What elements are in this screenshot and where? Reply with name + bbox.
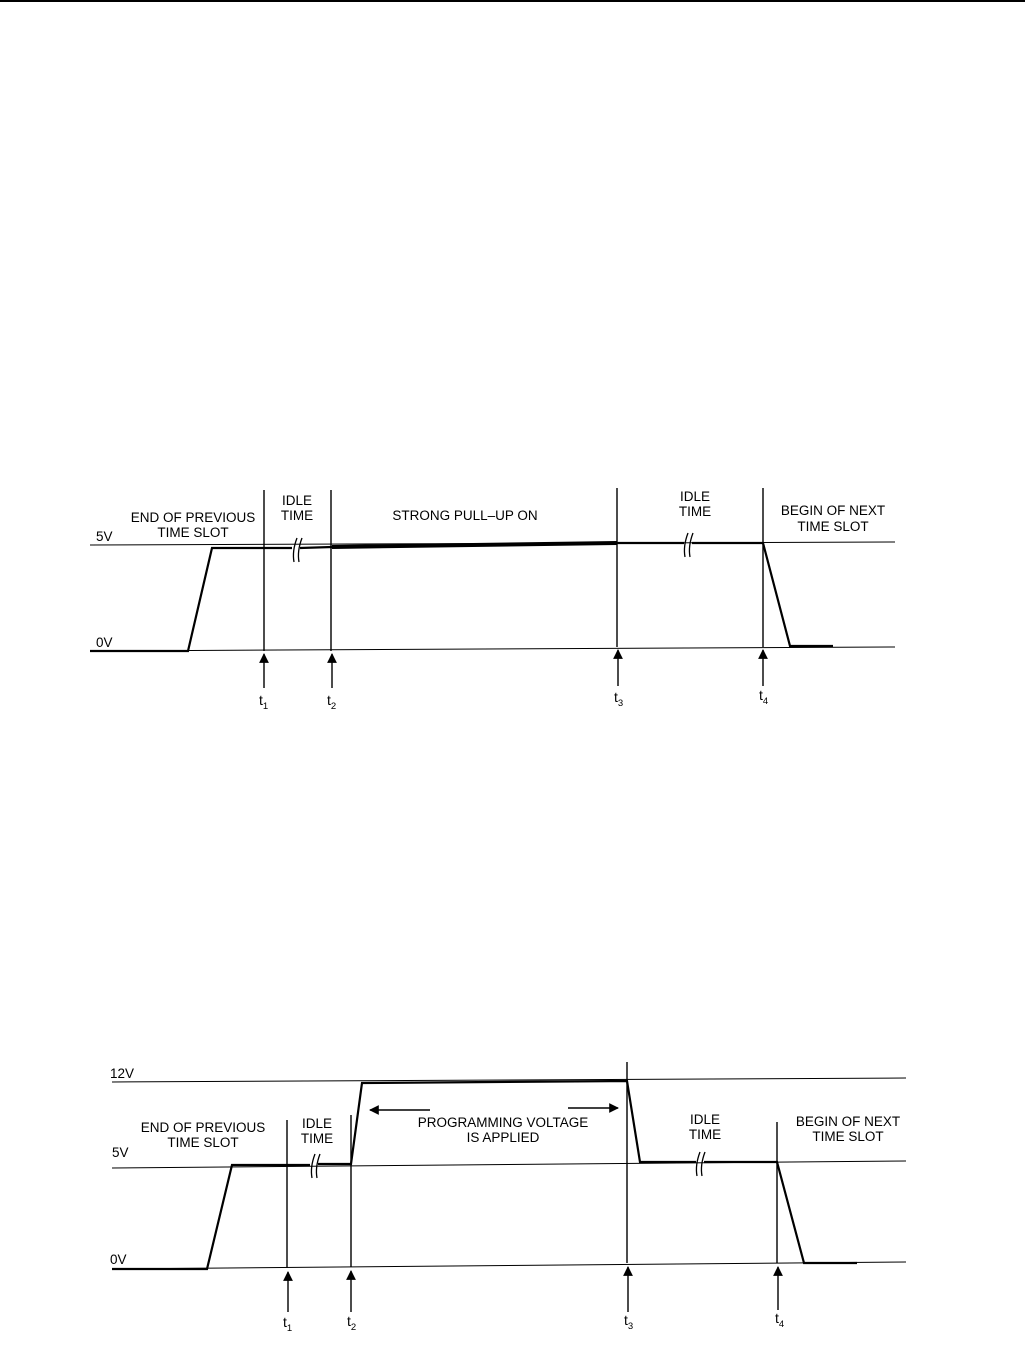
begin-next-label: TIME SLOT xyxy=(812,1129,884,1144)
idle-time-label: IDLE xyxy=(689,1112,721,1127)
end-previous-label: END OF PREVIOUS xyxy=(140,1120,266,1135)
idle-time-label: TIME xyxy=(688,1127,722,1142)
waveform-idle-segment xyxy=(300,547,332,548)
break-mark xyxy=(696,1152,705,1176)
time-label-t3: $t_3$ xyxy=(624,1312,634,1332)
idle-time-label: IDLE xyxy=(281,493,313,508)
level-label-0v: 0V xyxy=(110,1252,127,1267)
time-label-t1: $t_1$ xyxy=(259,692,269,712)
programming-voltage-label: IS APPLIED xyxy=(466,1130,540,1145)
begin-next-label: TIME SLOT xyxy=(797,519,869,534)
begin-next-label: BEGIN OF NEXT xyxy=(780,503,886,518)
end-previous-label: TIME SLOT xyxy=(157,525,229,540)
break-mark xyxy=(684,533,693,557)
level-line-0v xyxy=(90,647,895,651)
strong-pullup-label: STRONG PULL–UP ON xyxy=(392,508,538,523)
programming-voltage-label: PROGRAMMING VOLTAGE xyxy=(417,1115,589,1130)
idle-time-label: IDLE xyxy=(679,489,711,504)
level-line-0v xyxy=(112,1262,906,1269)
time-label-t2: $t_2$ xyxy=(327,692,337,712)
time-label-t3: $t_3$ xyxy=(614,689,624,709)
idle-time-label: TIME xyxy=(678,504,712,519)
level-label-0v: 0V xyxy=(96,635,113,650)
begin-next-label: BEGIN OF NEXT xyxy=(795,1114,901,1129)
end-previous-label: TIME SLOT xyxy=(167,1135,239,1150)
level-label-5v: 5V xyxy=(96,529,113,544)
waveform-to-next-slot xyxy=(704,1162,857,1263)
time-label-t2: $t_2$ xyxy=(347,1313,357,1333)
waveform xyxy=(90,548,292,651)
timing-diagram-programming-voltage xyxy=(110,1062,906,1334)
time-label-t1: $t_1$ xyxy=(283,1314,293,1334)
idle-time-label: TIME xyxy=(300,1131,334,1146)
time-label-t4: $t_4$ xyxy=(775,1310,785,1330)
timing-diagram-strong-pullup xyxy=(90,488,895,712)
break-mark xyxy=(293,538,302,562)
idle-time-label: IDLE xyxy=(301,1116,333,1131)
level-label-12v: 12V xyxy=(110,1066,135,1081)
waveform xyxy=(112,1165,310,1269)
level-label-5v: 5V xyxy=(112,1145,129,1160)
idle-time-label: TIME xyxy=(280,508,314,523)
time-label-t4: $t_4$ xyxy=(759,687,769,707)
end-previous-label: END OF PREVIOUS xyxy=(130,510,256,525)
